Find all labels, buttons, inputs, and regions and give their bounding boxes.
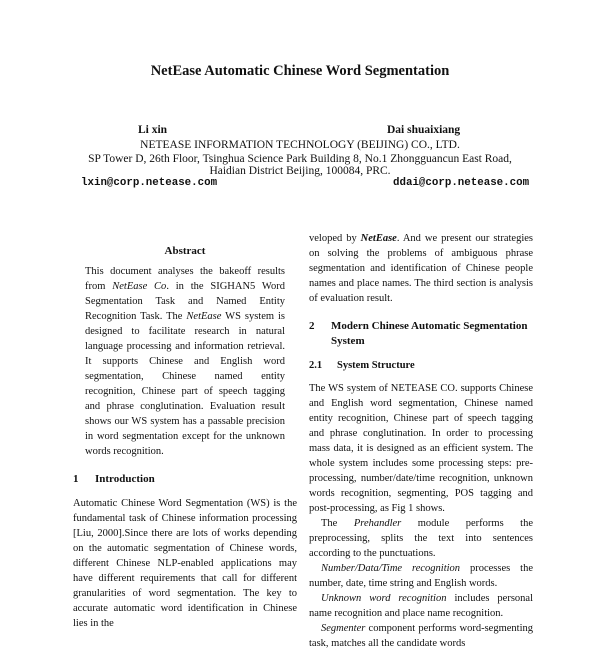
abstract-heading: Abstract xyxy=(164,245,206,257)
left-column xyxy=(73,240,297,631)
affiliation-line-3: Haidian District Beijing, 100084, PRC. xyxy=(209,165,391,177)
right-column xyxy=(309,231,533,651)
abstract-text: This document analyses the bakeoff results from NetEase Co. in the SIGHAN5 Word Segmentation Task and Named Entity Recognition Task. The NetEase WS system is designed to facilitate research in natural language processing and information retrieval. It supports Chinese and English word segmentation, Chinese named entity recognition, Chinese part of speech tagging and phrase conglutination. Evaluation result shows our WS system has a passable precision in word segmentation except for the unknown words recognition. xyxy=(85,266,285,457)
system-structure-paragraph: The WS system of NETEASE CO. supports Chinese and English word segmentation, Chinese named entity recognition, Chinese part of speech tagging and phrase conglutination. In order to processing mass data, it is designed as an efficient system. The whole system includes some processing steps: pre-processing, number/date/time recognition, unknown words recognition, segmenting, POS tagging and post-processing, as Fig 1 shows. xyxy=(309,383,533,514)
number-recognition-paragraph: Number/Data/Time recognition processes the number, date, time string and English words. xyxy=(309,563,533,589)
author-2: Dai shuaixiang xyxy=(387,124,461,136)
email-2[interactable]: ddai@corp.netease.com xyxy=(393,177,530,189)
segmenter-paragraph: Segmenter component performs word-segmenting task, matches all the candidate words xyxy=(309,623,533,649)
unknown-word-paragraph: Unknown word recognition includes personal name recognition and place name recognition. xyxy=(309,593,533,619)
section-1-heading: 1 Introduction xyxy=(73,473,155,485)
intro-continued-text: veloped by NetEase. And we present our strategies on solving the problems of ambiguous phrase segmentation and identification of Chinese people names and place names. The third section is analysis of evaluation result. xyxy=(309,233,533,304)
affiliation-line-2: SP Tower D, 26th Floor, Tsinghua Science Park Building 8, No.1 Zhongguancun East Road, xyxy=(88,153,512,165)
author-1: Li xin xyxy=(138,124,168,136)
section-2-1-heading: 2.1 System Structure xyxy=(309,360,415,371)
section-2-heading: 2 Modern Chinese Automatic Segmentation System xyxy=(309,320,528,347)
affiliation-line-1: NETEASE INFORMATION TECHNOLOGY (BEIJING) CO., LTD. xyxy=(140,139,460,151)
intro-text: Automatic Chinese Word Segmentation (WS) is the fundamental task of Chinese information processing [Liu, 2000].Since there are lots of works depending on the automatic segmentation of Chinese words, different Chinese NLP-enabled applications may have different requirements that call for different granularities of word segmentation. The key to accurate automatic word identification in Chinese lies in the xyxy=(73,498,297,629)
paper-title: NetEase Automatic Chinese Word Segmentation xyxy=(150,63,450,79)
email-1[interactable]: lxin@corp.netease.com xyxy=(81,177,218,189)
prehandler-paragraph: The Prehandler module performs the preprocessing, splits the text into sentences according to the punctuations. xyxy=(309,518,533,559)
